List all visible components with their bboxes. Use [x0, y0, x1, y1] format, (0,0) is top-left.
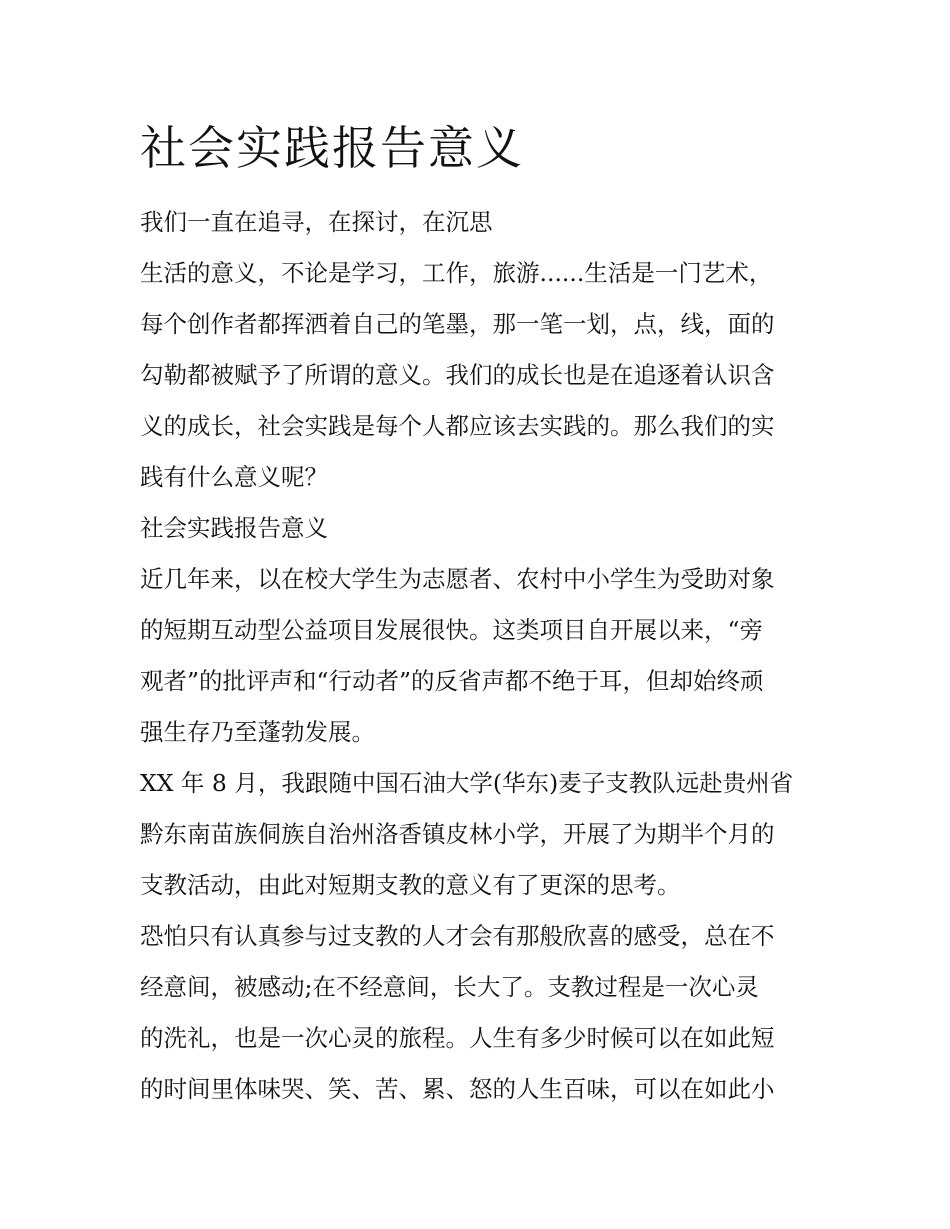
text-line: 强生存乃至蓬勃发展。: [140, 718, 375, 746]
text-line: 的洗礼，也是一次心灵的旅程。人生有多少时候可以在如此短: [140, 1024, 775, 1052]
text-line: 支教活动，由此对短期支教的意义有了更深的思考。: [140, 871, 681, 899]
text-line: XX 年 8 月，我跟随中国石油大学(华东)麦子支教队远赴贵州省: [140, 769, 794, 797]
text-line: 恐怕只有认真参与过支教的人才会有那般欣喜的感受，总在不: [140, 922, 775, 950]
document-title: 社会实践报告意义: [140, 121, 524, 175]
text-line: 我们一直在追寻，在探讨，在沉思: [140, 208, 493, 236]
text-line: 生活的意义，不论是学习，工作，旅游......生活是一门艺术，: [140, 259, 773, 287]
text-line: 经意间，被感动;在不经意间，长大了。支教过程是一次心灵: [140, 973, 759, 1001]
text-line: 近几年来，以在校大学生为志愿者、农村中小学生为受助对象: [140, 565, 775, 593]
text-line: 的时间里体味哭、笑、苦、累、怒的人生百味，可以在如此小: [140, 1075, 775, 1103]
text-line: 义的成长，社会实践是每个人都应该去实践的。那么我们的实: [140, 412, 775, 440]
section-heading: 社会实践报告意义: [140, 514, 328, 542]
text-line: 践有什么意义呢？: [140, 463, 328, 491]
text-line: 观者”的批评声和“行动者”的反省声都不绝于耳，但却始终顽: [140, 667, 764, 695]
text-line: 每个创作者都挥洒着自己的笔墨，那一笔一划，点，线，面的: [140, 310, 775, 338]
text-line: 勾勒都被赋予了所谓的意义。我们的成长也是在追逐着认识含: [140, 361, 775, 389]
text-line: 黔东南苗族侗族自治州洛香镇皮林小学，开展了为期半个月的: [140, 820, 775, 848]
text-line: 的短期互动型公益项目发展很快。这类项目自开展以来，“旁: [140, 616, 764, 644]
